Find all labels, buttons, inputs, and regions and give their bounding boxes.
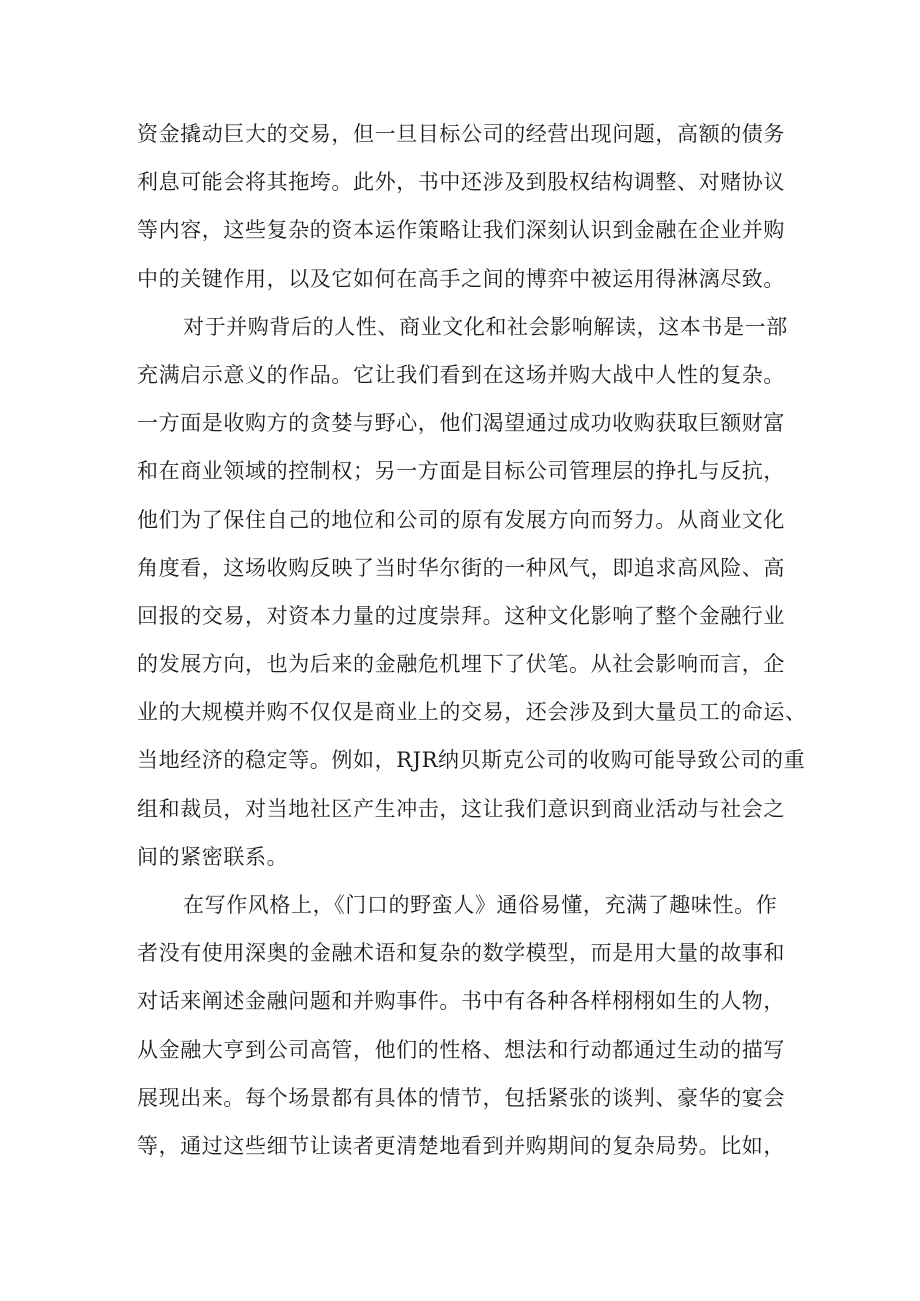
text-line: 的发展方向，也为后来的金融危机埋下了伏笔。从社会影响而言，企 bbox=[137, 652, 785, 677]
paragraph-first-line: 对于并购背后的人性、商业文化和社会影响解读，这本书是一部 bbox=[183, 314, 788, 339]
text-line: 他们为了保住自己的地位和公司的原有发展方向而努力。从商业文化 bbox=[137, 507, 785, 532]
text-line: 者没有使用深奥的金融术语和复杂的数学模型，而是用大量的故事和 bbox=[137, 941, 785, 966]
text-line: 当地经济的稳定等。例如，RJR纳贝斯克公司的收购可能导致公司的重 bbox=[137, 748, 806, 773]
text-line: 业的大规模并购不仅仅是商业上的交易，还会涉及到大量员工的命运、 bbox=[137, 700, 807, 725]
text-line: 回报的交易，对资本力量的过度崇拜。这种文化影响了整个金融行业 bbox=[137, 603, 785, 628]
text-line: 展现出来。每个场景都有具体的情节，包括紧张的谈判、豪华的宴会 bbox=[137, 1085, 785, 1110]
text-line: 利息可能会将其拖垮。此外，书中还涉及到股权结构调整、对赌协议 bbox=[137, 170, 785, 195]
text-line: 充满启示意义的作品。它让我们看到在这场并购大战中人性的复杂。 bbox=[137, 362, 785, 387]
text-line: 等，通过这些细节让读者更清楚地看到并购期间的复杂局势。比如， bbox=[137, 1133, 785, 1158]
text-line: 间的紧密联系。 bbox=[137, 844, 289, 869]
text-line: 从金融大亨到公司高管，他们的性格、想法和行动都通过生动的描写 bbox=[137, 1037, 785, 1062]
text-line: 对话来阐述金融问题和并购事件。书中有各种各样栩栩如生的人物， bbox=[137, 989, 785, 1014]
text-line: 中的关键作用，以及它如何在高手之间的博弈中被运用得淋漓尽致。 bbox=[137, 266, 785, 291]
text-line: 角度看，这场收购反映了当时华尔街的一种风气，即追求高风险、高 bbox=[137, 555, 785, 580]
text-line: 组和裁员，对当地社区产生冲击，这让我们意识到商业活动与社会之 bbox=[137, 796, 785, 821]
paragraph-first-line: 在写作风格上，《门口的野蛮人》通俗易懂，充满了趣味性。作 bbox=[183, 893, 778, 917]
body-text bbox=[137, 110, 807, 1170]
text-line: 资金撬动巨大的交易，但一旦目标公司的经营出现问题，高额的债务 bbox=[137, 122, 785, 146]
text-line: 一方面是收购方的贪婪与野心，他们渴望通过成功收购获取巨额财富 bbox=[137, 411, 785, 436]
text-line: 和在商业领域的控制权；另一方面是目标公司管理层的挣扎与反抗， bbox=[137, 459, 785, 484]
text-line: 等内容，这些复杂的资本运作策略让我们深刻认识到金融在企业并购 bbox=[137, 218, 785, 243]
